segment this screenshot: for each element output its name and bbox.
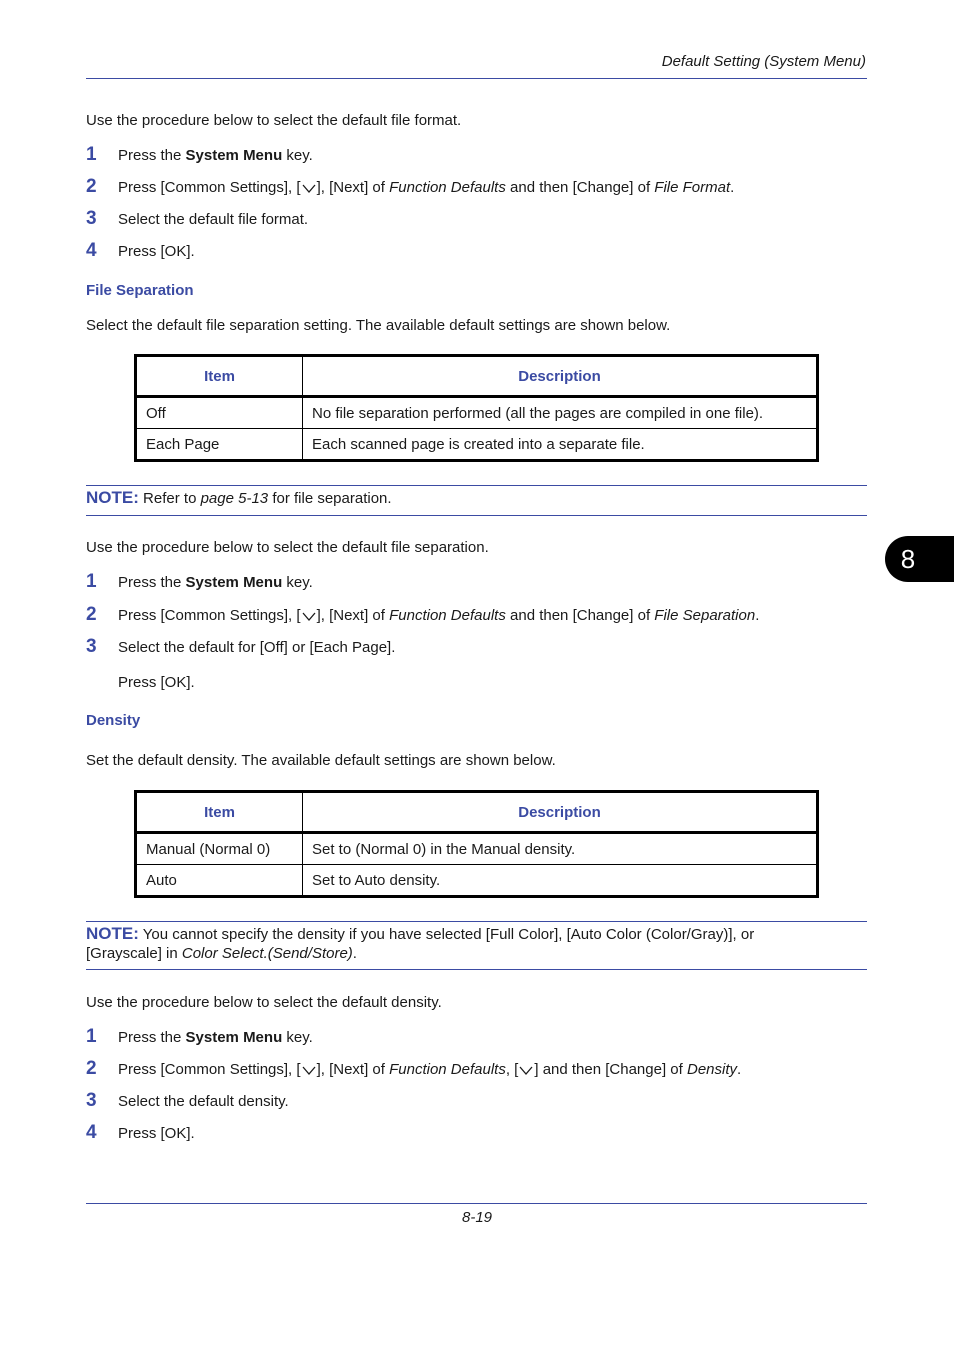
file-separation-note: NOTE: Refer to page 5-13 for file separation. — [86, 488, 392, 507]
step-text: Press the System Menu key. — [118, 1029, 313, 1046]
density-note-line-1: NOTE: You cannot specify the density if you have selected [Full Color], [Auto Color (Color/Gray)], or — [86, 924, 755, 943]
table-cell-description: Each scanned page is created into a separate file. — [312, 435, 645, 453]
table-cell-item: Manual (Normal 0) — [136, 833, 303, 865]
section-heading-file-separation: File Separation — [86, 282, 194, 299]
table-cell-item: Each Page — [136, 429, 303, 461]
density-procedure-intro: Use the procedure below to select the default density. — [86, 994, 442, 1011]
note-label: NOTE: — [86, 924, 139, 943]
file-separation-intro: Select the default file separation setting. The available default settings are shown below. — [86, 317, 671, 334]
header-title: Default Setting (System Menu) — [661, 53, 866, 70]
step-number: 3 — [86, 208, 97, 229]
step-text: Press [OK]. — [118, 1125, 195, 1142]
note-rule-bottom — [86, 515, 867, 516]
table-cell-item: Auto — [136, 865, 303, 897]
system-menu-key-label: System Menu — [185, 1029, 283, 1046]
step-text: Press [OK]. — [118, 674, 195, 691]
step-number: 2 — [86, 176, 97, 197]
table-row — [136, 429, 818, 461]
table-row — [136, 397, 818, 429]
step-number: 3 — [86, 636, 97, 657]
step-number: 2 — [86, 1058, 97, 1079]
file-separation-procedure-intro: Use the procedure below to select the default file separation. — [86, 539, 489, 556]
footer-rule — [86, 1203, 867, 1204]
chevron-down-icon — [302, 610, 316, 622]
step-number: 3 — [86, 1090, 97, 1111]
chevron-down-icon — [302, 1064, 316, 1076]
step-text: Press [Common Settings], [ ], [Next] of Function Defaults and then [Change] of File Format. — [118, 179, 735, 196]
header-rule — [86, 78, 867, 79]
chevron-down-icon — [519, 1064, 533, 1076]
density-intro: Set the default density. The available default settings are shown below. — [86, 752, 556, 769]
step-text: Press [OK]. — [118, 243, 195, 260]
chapter-tab: 8 — [885, 536, 954, 582]
column-header-item: Item — [136, 792, 303, 833]
table-cell-item: Off — [136, 397, 303, 429]
step-text: Select the default density. — [118, 1093, 289, 1110]
density-note-line-2: [Grayscale] in Color Select.(Send/Store). — [86, 945, 357, 962]
file-format-intro: Use the procedure below to select the default file format. — [86, 112, 462, 129]
step-number: 4 — [86, 1122, 97, 1143]
step-number: 4 — [86, 240, 97, 261]
note-rule-bottom — [86, 969, 867, 970]
step-number: 1 — [86, 571, 97, 592]
step-text: Press the System Menu key. — [118, 574, 313, 591]
table-cell-description: Set to (Normal 0) in the Manual density. — [303, 833, 818, 865]
table-cell-description: Set to Auto density. — [312, 871, 441, 889]
file-separation-table — [134, 354, 819, 462]
table-row — [136, 833, 818, 865]
chevron-down-icon — [302, 182, 316, 194]
step-text: Select the default for [Off] or [Each Page]. — [118, 639, 396, 656]
step-number: 2 — [86, 604, 97, 625]
step-number: 1 — [86, 144, 97, 165]
note-rule-top — [86, 921, 867, 922]
step-number: 1 — [86, 1026, 97, 1047]
step-text: Press [Common Settings], [ ], [Next] of Function Defaults and then [Change] of File Separation. — [118, 607, 760, 624]
table-cell-description: No file separation performed (all the pages are compiled in one file). — [303, 397, 818, 429]
step-text: Press the System Menu key. — [118, 147, 313, 164]
step-text: Select the default file format. — [118, 211, 309, 228]
system-menu-key-label: System Menu — [185, 147, 283, 164]
note-rule-top — [86, 485, 867, 486]
step-text: Press [Common Settings], [ ], [Next] of Function Defaults, [ ] and then [Change] of Density. — [118, 1061, 742, 1078]
column-header-item: Item — [136, 356, 303, 397]
column-header-description: Description — [303, 792, 818, 833]
table-row — [136, 865, 818, 897]
section-heading-density: Density — [86, 712, 141, 729]
note-label: NOTE: — [86, 488, 139, 507]
table-header-row — [136, 792, 818, 833]
column-header-description: Description — [303, 356, 818, 397]
page-reference-link: page 5-13 — [200, 490, 269, 507]
system-menu-key-label: System Menu — [185, 574, 283, 591]
table-header-row — [136, 356, 818, 397]
density-table — [134, 790, 819, 898]
page-number: 8-19 — [461, 1209, 493, 1226]
